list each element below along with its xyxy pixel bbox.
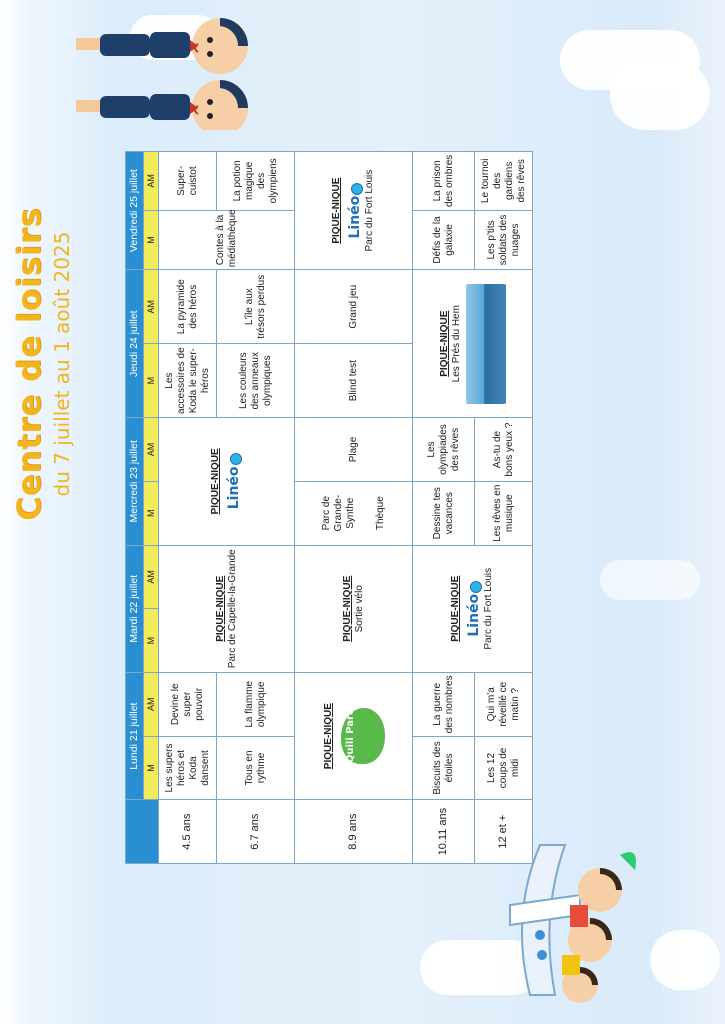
- activity-cell: Les olympiades des rêves: [413, 418, 475, 482]
- slot-header-row: [143, 152, 159, 864]
- slot-m: M: [143, 210, 159, 270]
- slot-m: M: [143, 481, 159, 545]
- outing-place: Les Prés du Hem: [451, 305, 463, 383]
- page-title: Centre de loisirs: [10, 207, 48, 521]
- activity-cell: La pyramide des héros: [159, 270, 217, 344]
- date-range: du 7 juillet au 1 août 2025: [50, 231, 74, 497]
- wednesday-place: Parc de Grande-Synthe: [320, 494, 356, 532]
- slot-am: AM: [143, 545, 159, 609]
- slot-am: AM: [143, 152, 159, 211]
- day-tuesday: Mardi 22 juillet: [126, 545, 144, 672]
- day-wednesday: Mercredi 23 juillet: [126, 418, 144, 545]
- day-friday: Vendredi 25 juillet: [126, 152, 144, 270]
- activity-cell: Contes à la médiathèque: [159, 210, 295, 270]
- activity-text: Thèque: [374, 496, 386, 531]
- activity-cell: Les p'tits soldats des nuages: [475, 210, 533, 270]
- lineo-logo: Linéo: [466, 581, 483, 637]
- row-8-9-ans: [295, 152, 413, 864]
- cloud: [650, 930, 720, 990]
- schedule-sheet: [10, 151, 527, 864]
- picnic-label: PIQUE-NIQUE: [214, 575, 226, 642]
- age-label: 10.11 ans: [413, 800, 475, 864]
- activity-cell: La guerre des nombres: [413, 672, 475, 736]
- quili-parc-logo: Quili Parc: [341, 708, 385, 764]
- outing-place: Parc du Fort Louis: [483, 567, 495, 650]
- activity-cell: La potion magique des olympiens: [217, 152, 295, 211]
- lineo-logo: Linéo: [347, 183, 364, 239]
- slot-am: AM: [143, 270, 159, 344]
- lineo-logo: Linéo: [226, 453, 243, 509]
- slot-am: AM: [143, 672, 159, 736]
- picnic-label: PIQUE-NIQUE: [341, 575, 353, 642]
- age-label: 12 et +: [475, 800, 533, 864]
- day-header-row: [126, 152, 144, 864]
- picnic-label: PIQUE-NIQUE: [450, 575, 462, 642]
- activity-cell: Grand jeu: [295, 270, 413, 344]
- activity-cell: Les rêves en musique: [475, 481, 533, 545]
- age-label: 6.7 ans: [217, 800, 295, 864]
- outing-place: Sortie vélo: [353, 585, 365, 633]
- activity-cell: La prison des ombres: [413, 152, 475, 211]
- activity-cell: Blind test: [295, 344, 413, 418]
- activity-cell: Les supers héros et Koda dansent: [159, 736, 217, 800]
- activity-cell: La flamme olympique: [217, 672, 295, 736]
- row-4-5-ans: [159, 152, 217, 864]
- tuesday-outing-67: [159, 545, 295, 672]
- activity-cell: As-tu de bons yeux ?: [475, 418, 533, 482]
- bus-icon: [230, 453, 242, 465]
- picnic-label: PIQUE-NIQUE: [210, 448, 222, 515]
- title-block: [10, 154, 74, 574]
- picnic-label: PIQUE-NIQUE: [439, 310, 451, 377]
- slot-m: M: [143, 344, 159, 418]
- day-monday: Lundi 21 juillet: [126, 672, 144, 799]
- corner-cell: [126, 800, 159, 864]
- activity-cell: L'île aux trésors perdus: [217, 270, 295, 344]
- wednesday-outing-top: [159, 418, 295, 545]
- water-park-photo: [466, 284, 506, 404]
- picnic-label: PIQUE-NIQUE: [331, 177, 343, 244]
- monday-outing-89: [295, 672, 413, 799]
- slot-am: AM: [143, 418, 159, 482]
- age-label: 8.9 ans: [295, 800, 413, 864]
- thursday-outing: [413, 270, 533, 418]
- bus-icon: [351, 183, 363, 195]
- activity-cell: [295, 481, 413, 545]
- outing-place: Parc de Capelle-la-Grande: [226, 549, 238, 669]
- row-10-11-ans: [413, 152, 475, 864]
- activity-cell: Devine le super pouvoir: [159, 672, 217, 736]
- activity-cell: Les couleurs des anneaux olympiques: [217, 344, 295, 418]
- activity-cell: Les accessoires de Koda le super-héros: [159, 344, 217, 418]
- activity-cell: Biscuits des étoiles: [413, 736, 475, 800]
- friday-outing: [295, 152, 413, 270]
- activity-cell: Dessine tes vacances: [413, 481, 475, 545]
- age-label: 4.5 ans: [159, 800, 217, 864]
- activity-cell: Les 12 coups de midi: [475, 736, 533, 800]
- activity-cell: Super-cuistot: [159, 152, 217, 211]
- tuesday-outing-89: [295, 545, 413, 672]
- activity-cell: Le tournoi des gardiens des rêves: [475, 152, 533, 211]
- day-thursday: Jeudi 24 juillet: [126, 270, 144, 418]
- cloud: [610, 60, 710, 130]
- picnic-label: PIQUE-NIQUE: [322, 703, 334, 770]
- schedule-table: [125, 151, 533, 864]
- outing-place: Parc du Fort Louis: [364, 169, 376, 252]
- activity-cell: Défis de la galaxie: [413, 210, 475, 270]
- kids-illustration: [70, 10, 270, 130]
- tuesday-outing-young: [413, 545, 533, 672]
- slot-m: M: [143, 609, 159, 673]
- bus-icon: [470, 581, 482, 593]
- row-12-plus: [475, 152, 533, 864]
- activity-cell: Tous en rythme: [217, 736, 295, 800]
- cloud: [600, 560, 700, 600]
- slot-m: M: [143, 736, 159, 800]
- activity-cell: Qui m'a réveillé ce matin ?: [475, 672, 533, 736]
- activity-cell: Plage: [295, 418, 413, 482]
